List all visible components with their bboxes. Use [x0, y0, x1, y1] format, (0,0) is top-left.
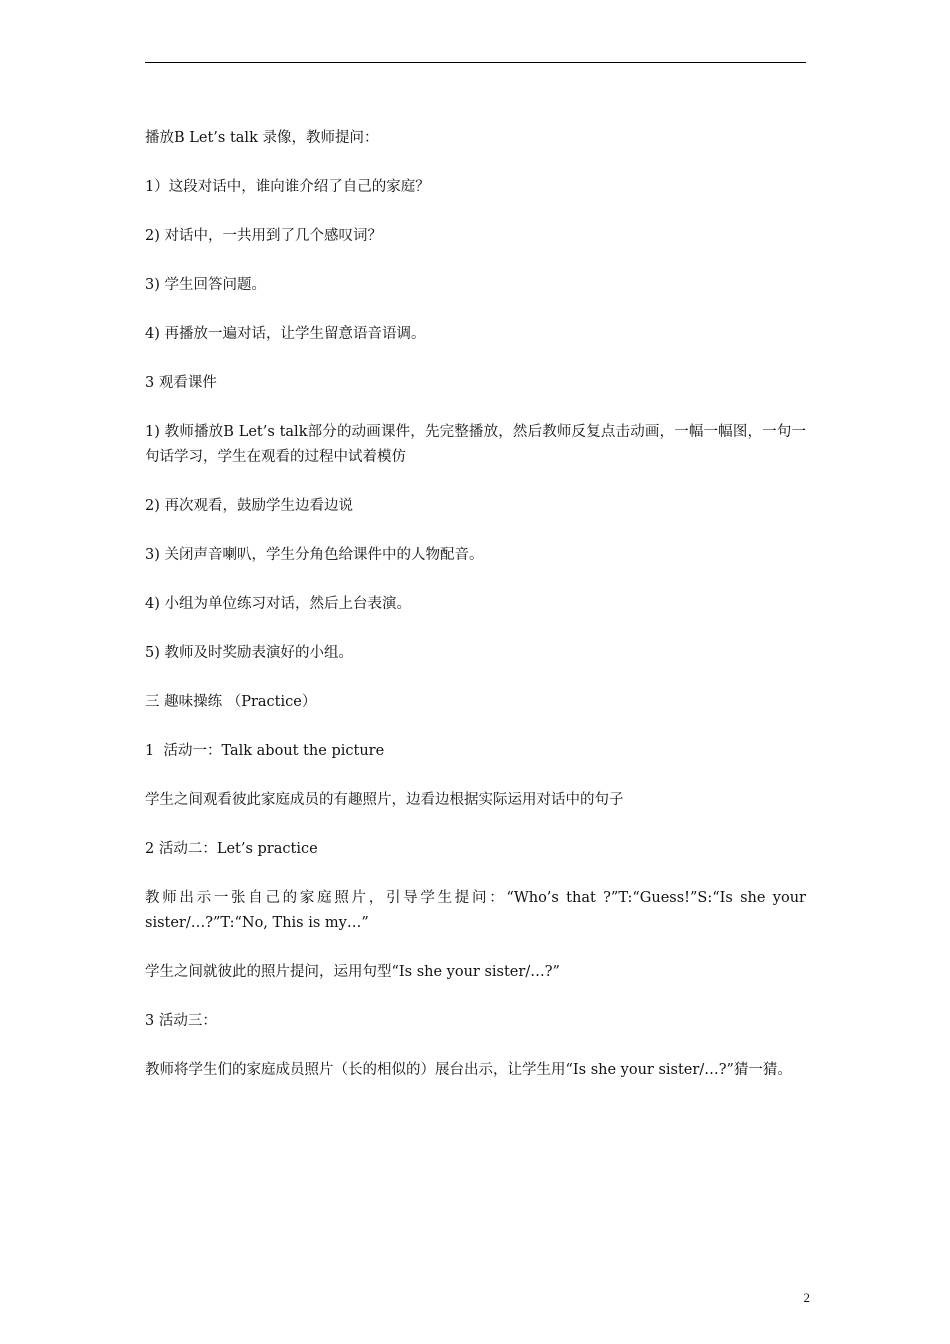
watch-step-3: 3) 关闭声音喇叭，学生分角色给课件中的人物配音。 — [145, 547, 484, 563]
activity-2-text: 教师出示一张自己的家庭照片，引导学生提问：“Who’s that ?”T:“Guess!”S:“Is she your sister/…?”T:“No, This is my…” — [145, 890, 811, 931]
activity-1-heading: 1 活动一：Talk about the picture — [145, 743, 385, 759]
watch-step-4: 4) 小组为单位练习对话，然后上台表演。 — [145, 596, 411, 612]
step-3-answer: 3) 学生回答问题。 — [145, 277, 266, 293]
question-2: 2) 对话中，一共用到了几个感叹词？ — [145, 228, 382, 244]
header-rule — [145, 62, 806, 63]
activity-1-text: 学生之间观看彼此家庭成员的有趣照片，边看边根据实际运用对话中的句子 — [145, 792, 624, 808]
question-1: 1）这段对话中，谁向谁介绍了自己的家庭？ — [145, 179, 430, 195]
activity-3-text: 教师将学生们的家庭成员照片（长的相似的）展台出示，让学生用“Is she your sister/…?”猜一猜。 — [145, 1062, 792, 1078]
paragraph-intro: 播放B Let’s talk 录像，教师提问： — [145, 130, 379, 146]
activity-3-heading: 3 活动三： — [145, 1013, 217, 1029]
watch-step-2: 2) 再次观看，鼓励学生边看边说 — [145, 498, 353, 514]
document-body — [145, 126, 811, 1107]
section-heading-watch: 3 观看课件 — [145, 375, 217, 391]
page-number: 2 — [803, 1290, 810, 1305]
watch-step-1: 1) 教师播放B Let’s talk部分的动画课件，先完整播放，然后教师反复点击动画，一幅一幅图，一句一句话学习，学生在观看的过程中试着模仿 — [145, 424, 806, 465]
watch-step-5: 5) 教师及时奖励表演好的小组。 — [145, 645, 353, 661]
step-4-replay: 4) 再播放一遍对话，让学生留意语音语调。 — [145, 326, 426, 342]
activity-2-followup: 学生之间就彼此的照片提问，运用句型“Is she your sister/…?” — [145, 964, 560, 980]
section-heading-practice: 三 趣味操练 （Practice） — [145, 694, 317, 710]
activity-2-heading: 2 活动二：Let’s practice — [145, 841, 318, 857]
